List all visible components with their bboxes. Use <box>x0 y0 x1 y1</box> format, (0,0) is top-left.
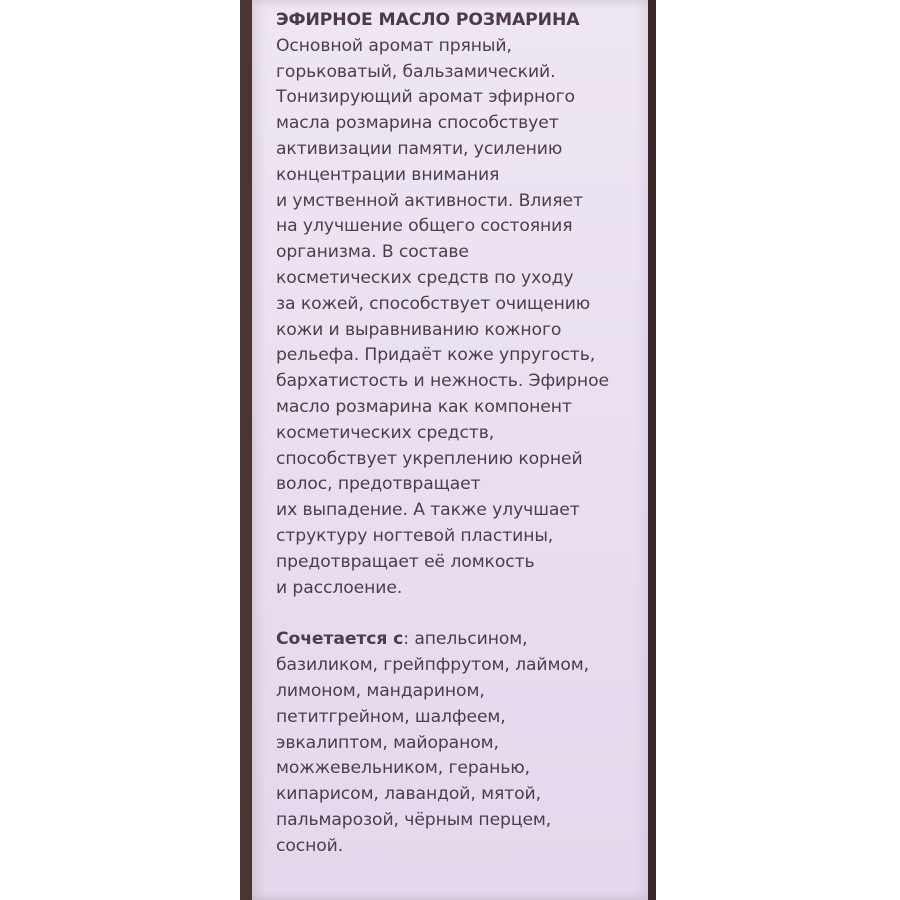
combines-line: эвкалиптом, майораном, <box>276 732 499 753</box>
description-line: кожи и выравниванию кожного <box>276 319 562 340</box>
description-line: за кожей, способствует очищению <box>276 293 591 314</box>
description-line: их выпадение. А также улучшает <box>276 500 580 521</box>
description-line: активизации памяти, усилению <box>276 138 563 159</box>
description-line: Тонизирующий аромат эфирного <box>276 87 575 108</box>
combines-line: сосной. <box>276 835 344 856</box>
box-right-edge <box>648 0 656 900</box>
description-line: Основной аромат пряный, <box>276 35 512 56</box>
combines-line: пальмарозой, чёрным перцем, <box>276 809 552 830</box>
description-line: способствует укреплению корней <box>276 448 583 469</box>
description-line: предотвращает её ломкость <box>276 551 535 572</box>
description-line: концентрации внимания <box>276 164 500 185</box>
combines-line: можжевельником, геранью, <box>276 758 530 779</box>
combines-line: базиликом, грейпфрутом, лаймом, <box>276 655 590 676</box>
combines-first-line <box>276 627 636 653</box>
label-text <box>276 8 636 860</box>
description-line: на улучшение общего состояния <box>276 216 573 237</box>
description-line: косметических средств, <box>276 422 495 443</box>
description-line: масло розмарина как компонент <box>276 396 572 417</box>
description-line: бархатистость и нежность. Эфирное <box>276 371 609 392</box>
description-line: горьковатый, бальзамический. <box>276 61 556 82</box>
description-line: косметических средств по уходу <box>276 267 574 288</box>
combines-line: петитгрейном, шалфеем, <box>276 706 506 727</box>
combines-line: лимоном, мандарином, <box>276 680 485 701</box>
description-line: и расслоение. <box>276 577 403 598</box>
description-line: и умственной активности. Влияет <box>276 190 583 211</box>
description-line: структуру ногтевой пластины, <box>276 525 554 546</box>
section-gap <box>276 601 636 627</box>
combines-first-item: : апельсином, <box>403 629 528 650</box>
description-line: волос, предотвращает <box>276 474 481 495</box>
description-line: рельефа. Придаёт коже упругость, <box>276 345 596 366</box>
product-title: ЭФИРНОЕ МАСЛО РОЗМАРИНА <box>276 10 580 30</box>
combines-line: кипарисом, лавандой, мятой, <box>276 784 541 805</box>
description-line: масла розмарина способствует <box>276 113 559 134</box>
description-line: организма. В составе <box>276 242 469 263</box>
combines-label: Сочетается с <box>276 629 404 650</box>
